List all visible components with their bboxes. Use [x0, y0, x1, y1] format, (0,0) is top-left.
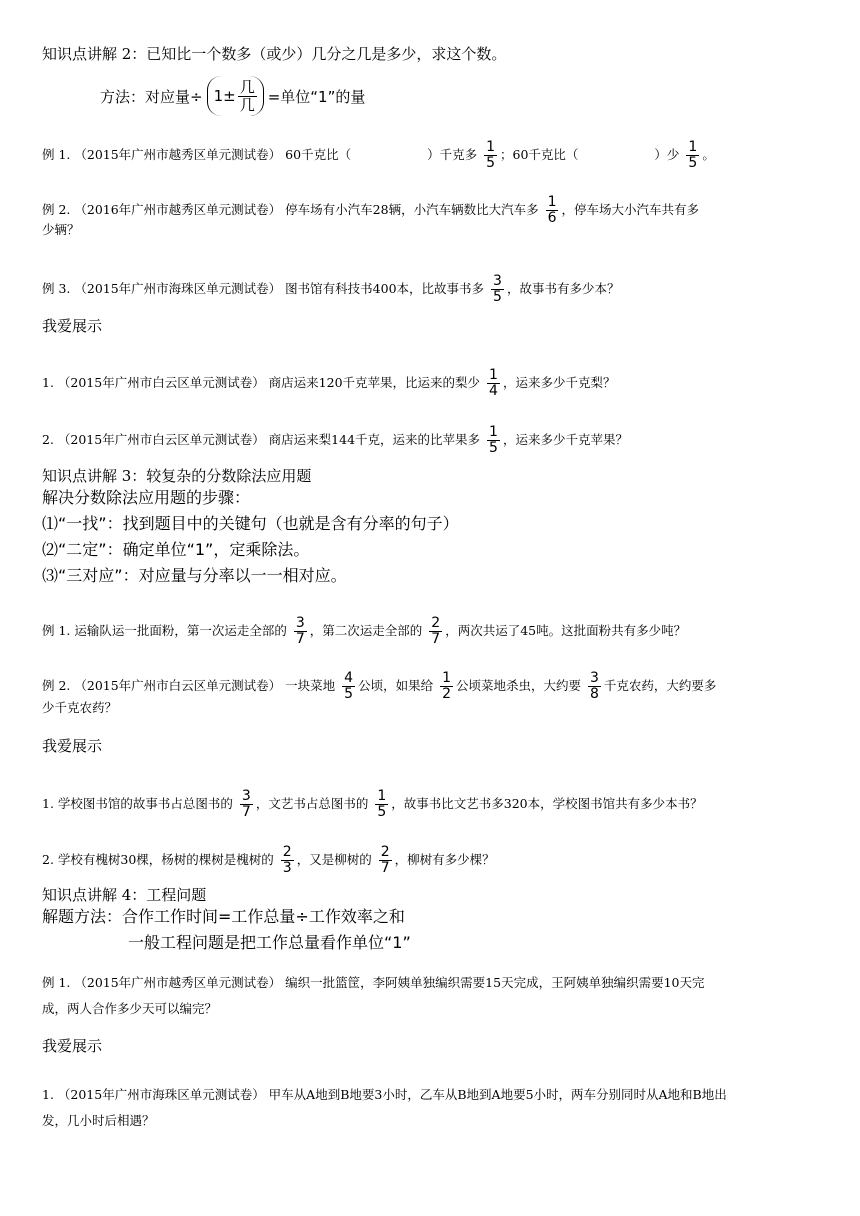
fraction — [342, 671, 355, 702]
ex-text: 公顷菜地杀虫，大约要 — [456, 678, 582, 693]
fraction — [588, 671, 601, 702]
frac-den: 5 — [489, 440, 498, 456]
frac-den: 5 — [344, 686, 354, 702]
ex-text: ，又是柳树的 — [296, 852, 372, 867]
fraction — [440, 671, 453, 702]
frac-num: 2 — [282, 844, 292, 860]
frac-den: 5 — [377, 804, 387, 820]
k3-example-2 — [42, 671, 820, 702]
k4-method-1: 解题方法：合作工作时间=工作总量÷工作效率之和 — [42, 907, 405, 926]
ex-text: 千克农药，大约要多 — [603, 678, 717, 693]
frac-num: 1 — [486, 139, 495, 155]
fraction — [487, 368, 500, 399]
ex-text: ）少 — [654, 147, 680, 162]
frac-num: 3 — [295, 615, 305, 631]
ex-text: 例 2. （2016年广州市越秀区单元测试卷） 停车场有小汽车28辆，小汽车辆数比大汽车多 — [42, 202, 539, 217]
method-frac-den: 几 — [239, 95, 255, 114]
frac-num: 4 — [344, 670, 354, 686]
ex-text: ，柳树有多少棵？ — [394, 852, 495, 867]
k3-show-title: 我爱展示 — [42, 737, 103, 755]
k3-example-2-cont: 少千克农药？ — [42, 700, 118, 715]
ex-text: ，运来多少千克梨？ — [502, 375, 616, 390]
ex-text: ，故事书比文艺书多320本，学校图书馆共有多少本书？ — [391, 796, 703, 811]
method-fraction — [238, 79, 257, 114]
k3-show-2 — [42, 845, 820, 876]
ex-text: 例 2. （2015年广州市白云区单元测试卷） 一块菜地 — [42, 678, 336, 693]
method-paren — [207, 76, 264, 116]
ex-text: 2. 学校有槐树30棵，杨树的棵树是槐树的 — [42, 852, 274, 867]
frac-num: 1 — [489, 424, 498, 440]
k3-show-1 — [42, 789, 820, 820]
ex-text: ，故事书有多少本？ — [506, 281, 620, 296]
frac-num: 1 — [377, 788, 387, 804]
k2-example-1 — [42, 140, 820, 171]
k4-method-2: 一般工程问题是把工作总量看作单位“1” — [128, 933, 411, 952]
fraction — [491, 274, 504, 305]
fraction — [281, 845, 294, 876]
ex-text: ，第二次运走全部的 — [309, 623, 423, 638]
frac-den: 3 — [282, 860, 292, 876]
frac-num: 2 — [380, 844, 390, 860]
frac-den: 8 — [590, 686, 599, 702]
method-frac-num: 几 — [239, 77, 255, 96]
k3-step-2: ⑵“二定”：确定单位“1”，定乘除法。 — [42, 540, 310, 559]
fraction — [429, 616, 442, 647]
k3-steps-title: 解决分数除法应用题的步骤： — [42, 488, 251, 507]
fraction — [484, 140, 497, 171]
frac-num: 1 — [547, 194, 557, 210]
k4-show-1-cont: 发，几小时后相遇？ — [42, 1113, 155, 1128]
fraction — [487, 425, 500, 456]
frac-den: 5 — [493, 289, 502, 305]
frac-num: 3 — [493, 273, 502, 289]
fraction — [375, 789, 388, 820]
ex-text: ，文艺书占总图书的 — [255, 796, 369, 811]
frac-den: 5 — [486, 155, 495, 171]
k4-example-1-cont: 成，两人合作多少天可以编完？ — [42, 1001, 218, 1016]
frac-num: 3 — [590, 670, 599, 686]
k3-step-1: ⑴“一找”：找到题目中的关键句（也就是含有分率的句子） — [42, 514, 459, 533]
fraction — [240, 789, 253, 820]
ex-text: ；60千克比（ — [500, 147, 579, 162]
ex-text: 2. （2015年广州市白云区单元测试卷） 商店运来梨144千克，运来的比苹果多 — [42, 432, 481, 447]
k3-title: 知识点讲解 3：较复杂的分数除法应用题 — [42, 467, 312, 485]
fraction — [294, 616, 307, 647]
k2-title: 知识点讲解 2：已知比一个数多（或少）几分之几是多少，求这个数。 — [42, 45, 507, 63]
k2-show-1 — [42, 368, 820, 399]
ex-text: 例 3. （2015年广州市海珠区单元测试卷） 图书馆有科技书400本，比故事书多 — [42, 281, 485, 296]
frac-den: 7 — [431, 631, 441, 647]
fraction — [379, 845, 392, 876]
k3-step-3: ⑶“三对应”：对应量与分率以一一相对应。 — [42, 566, 347, 585]
frac-den: 2 — [442, 686, 451, 702]
k3-example-1 — [42, 616, 820, 647]
ex-text: 公顷，如果给 — [358, 678, 434, 693]
k4-title: 知识点讲解 4：工程问题 — [42, 886, 207, 904]
frac-den: 7 — [241, 804, 251, 820]
ex-text: ，两次共运了45吨。这批面粉共有多少吨？ — [445, 623, 687, 638]
frac-num: 2 — [431, 615, 441, 631]
method-one-pm: 1± — [213, 87, 236, 105]
frac-num: 1 — [442, 670, 451, 686]
k2-show-title: 我爱展示 — [42, 317, 103, 335]
ex-text: 。 — [702, 147, 715, 162]
k4-show-1: 1. （2015年广州市海珠区单元测试卷） 甲车从A地到B地要3小时，乙车从B地到A地要5小时，两车分别同时从A地和B地出 — [42, 1087, 727, 1102]
k2-example-3 — [42, 274, 820, 305]
fraction — [686, 140, 699, 171]
k2-show-2 — [42, 425, 820, 456]
ex-text: 例 1. （2015年广州市越秀区单元测试卷） 60千克比（ — [42, 147, 352, 162]
frac-den: 6 — [547, 210, 557, 226]
method-prefix: 方法：对应量÷ — [100, 87, 203, 106]
ex-text: ，停车场大小汽车共有多 — [561, 202, 699, 217]
frac-den: 4 — [489, 383, 498, 399]
ex-text: 1. 学校图书馆的故事书占总图书的 — [42, 796, 233, 811]
frac-den: 7 — [380, 860, 390, 876]
method-suffix: =单位“1”的量 — [267, 87, 366, 106]
frac-den: 5 — [688, 155, 698, 171]
frac-num: 1 — [688, 139, 698, 155]
k4-example-1: 例 1. （2015年广州市越秀区单元测试卷） 编织一批篮筐，李阿姨单独编织需要15天完成，王阿姨单独编织需要10天完 — [42, 975, 705, 990]
k2-example-2-cont: 少辆？ — [42, 222, 80, 237]
ex-text: 1. （2015年广州市白云区单元测试卷） 商店运来120千克苹果，比运来的梨少 — [42, 375, 481, 390]
frac-num: 1 — [489, 367, 498, 383]
ex-text: 例 1. 运输队运一批面粉，第一次运走全部的 — [42, 623, 287, 638]
ex-text: ，运来多少千克苹果？ — [502, 432, 628, 447]
k2-method-formula — [100, 76, 365, 116]
k4-show-title: 我爱展示 — [42, 1037, 103, 1055]
ex-text: ）千克多 — [427, 147, 478, 162]
frac-num: 3 — [241, 788, 251, 804]
frac-den: 7 — [295, 631, 305, 647]
